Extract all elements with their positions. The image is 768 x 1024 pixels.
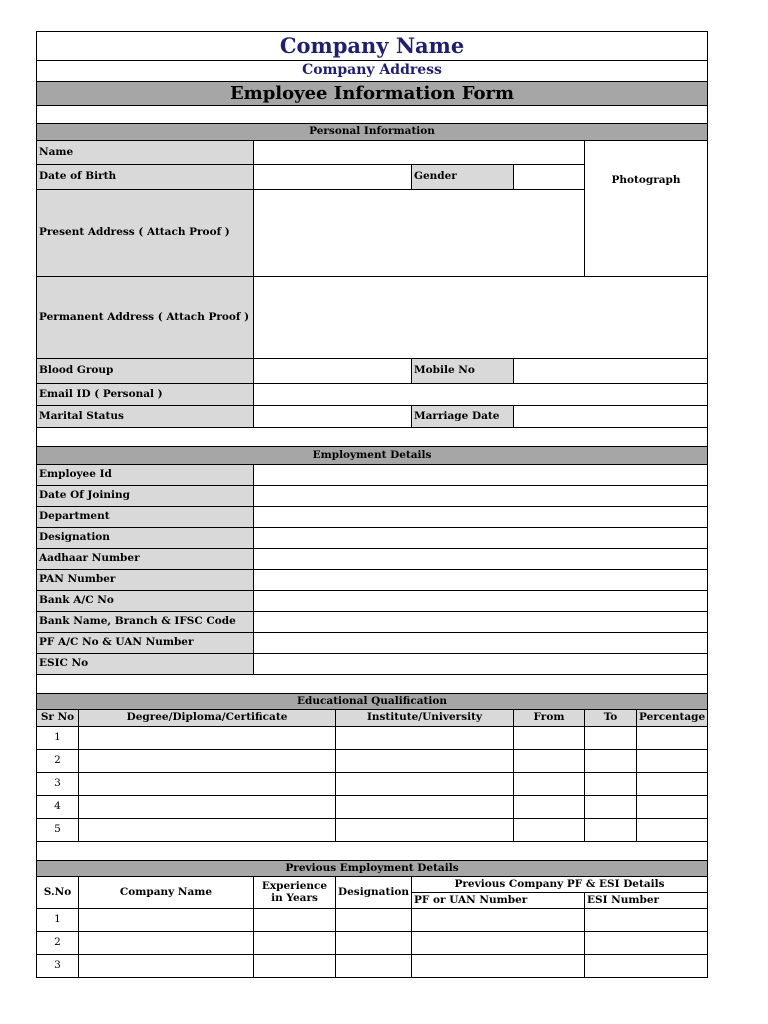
prev-pf-field[interactable] (412, 909, 585, 932)
edu-from-field[interactable] (514, 796, 585, 819)
edu-header-institute: Institute/University (336, 710, 514, 727)
email-label: Email ID ( Personal ) (37, 384, 254, 406)
spacer-row (37, 675, 708, 694)
esic-label: ESIC No (37, 654, 254, 675)
prev-esi-field[interactable] (585, 955, 708, 978)
prev-header-designation: Designation (336, 877, 412, 909)
pf-uan-field[interactable] (254, 633, 708, 654)
company-address: Company Address (37, 61, 708, 82)
present-address-label: Present Address ( Attach Proof ) (37, 190, 254, 277)
employment-section-title: Employment Details (37, 447, 708, 465)
edu-institute-field[interactable] (336, 727, 514, 750)
edu-header-srno: Sr No (37, 710, 79, 727)
edu-degree-field[interactable] (79, 750, 336, 773)
prev-pf-field[interactable] (412, 955, 585, 978)
edu-degree-field[interactable] (79, 773, 336, 796)
employee-id-field[interactable] (254, 465, 708, 486)
edu-row-number: 4 (37, 796, 79, 819)
personal-section-title: Personal Information (37, 124, 708, 141)
present-address-field[interactable] (254, 190, 585, 277)
spacer-row (37, 428, 708, 447)
prev-designation-field[interactable] (336, 909, 412, 932)
previous-section-title: Previous Employment Details (37, 861, 708, 877)
edu-row-number: 5 (37, 819, 79, 842)
edu-header-degree: Degree/Diploma/Certificate (79, 710, 336, 727)
designation-label: Designation (37, 528, 254, 549)
education-section-title: Educational Qualification (37, 694, 708, 710)
mobile-field[interactable] (514, 359, 708, 384)
prev-experience-field[interactable] (254, 955, 336, 978)
pan-field[interactable] (254, 570, 708, 591)
prev-experience-field[interactable] (254, 932, 336, 955)
mobile-label: Mobile No (412, 359, 514, 384)
permanent-address-field[interactable] (254, 277, 708, 359)
pan-label: PAN Number (37, 570, 254, 591)
employee-information-form (36, 31, 707, 978)
dob-field[interactable] (254, 165, 412, 190)
bank-name-label: Bank Name, Branch & IFSC Code (37, 612, 254, 633)
spacer-row (37, 106, 708, 124)
date-of-joining-label: Date Of Joining (37, 486, 254, 507)
prev-company-field[interactable] (79, 955, 254, 978)
edu-institute-field[interactable] (336, 773, 514, 796)
edu-from-field[interactable] (514, 727, 585, 750)
prev-company-field[interactable] (79, 909, 254, 932)
edu-to-field[interactable] (585, 796, 637, 819)
gender-field[interactable] (514, 165, 585, 190)
photograph-box[interactable] (585, 141, 708, 277)
marital-status-label: Marital Status (37, 406, 254, 428)
prev-header-sno: S.No (37, 877, 79, 909)
bank-ac-field[interactable] (254, 591, 708, 612)
prev-row-number: 3 (37, 955, 79, 978)
prev-header-experience: Experience in Years (254, 877, 336, 909)
edu-from-field[interactable] (514, 750, 585, 773)
edu-degree-field[interactable] (79, 819, 336, 842)
edu-row-number: 3 (37, 773, 79, 796)
bank-name-field[interactable] (254, 612, 708, 633)
marital-status-field[interactable] (254, 406, 412, 428)
prev-row-number: 1 (37, 909, 79, 932)
edu-to-field[interactable] (585, 773, 637, 796)
name-label: Name (37, 141, 254, 165)
edu-degree-field[interactable] (79, 796, 336, 819)
marriage-date-field[interactable] (514, 406, 708, 428)
edu-percentage-field[interactable] (637, 773, 708, 796)
aadhaar-field[interactable] (254, 549, 708, 570)
edu-institute-field[interactable] (336, 796, 514, 819)
edu-from-field[interactable] (514, 819, 585, 842)
aadhaar-label: Aadhaar Number (37, 549, 254, 570)
department-label: Department (37, 507, 254, 528)
edu-header-from: From (514, 710, 585, 727)
blood-group-field[interactable] (254, 359, 412, 384)
form-title: Employee Information Form (37, 82, 708, 106)
prev-header-pf-uan: PF or UAN Number (412, 893, 585, 909)
edu-percentage-field[interactable] (637, 819, 708, 842)
esic-field[interactable] (254, 654, 708, 675)
bank-ac-label: Bank A/C No (37, 591, 254, 612)
prev-designation-field[interactable] (336, 955, 412, 978)
edu-to-field[interactable] (585, 819, 637, 842)
edu-institute-field[interactable] (336, 819, 514, 842)
edu-degree-field[interactable] (79, 727, 336, 750)
dob-label: Date of Birth (37, 165, 254, 190)
date-of-joining-field[interactable] (254, 486, 708, 507)
prev-row-number: 2 (37, 932, 79, 955)
edu-header-percentage: Percentage (637, 710, 708, 727)
prev-designation-field[interactable] (336, 932, 412, 955)
photograph-label: Photograph (611, 173, 681, 186)
prev-company-field[interactable] (79, 932, 254, 955)
prev-header-esi: ESI Number (585, 893, 708, 909)
edu-to-field[interactable] (585, 727, 637, 750)
prev-esi-field[interactable] (585, 932, 708, 955)
edu-row-number: 1 (37, 727, 79, 750)
edu-header-to: To (585, 710, 637, 727)
pf-uan-label: PF A/C No & UAN Number (37, 633, 254, 654)
permanent-address-label: Permanent Address ( Attach Proof ) (37, 277, 254, 359)
gender-label: Gender (412, 165, 514, 190)
prev-header-company: Company Name (79, 877, 254, 909)
employee-id-label: Employee Id (37, 465, 254, 486)
prev-experience-field[interactable] (254, 909, 336, 932)
edu-percentage-field[interactable] (637, 727, 708, 750)
edu-row-number: 2 (37, 750, 79, 773)
prev-esi-field[interactable] (585, 909, 708, 932)
form-table (36, 31, 708, 978)
blood-group-label: Blood Group (37, 359, 254, 384)
edu-from-field[interactable] (514, 773, 585, 796)
prev-pf-field[interactable] (412, 932, 585, 955)
designation-field[interactable] (254, 528, 708, 549)
name-field[interactable] (254, 141, 585, 165)
company-name: Company Name (37, 32, 708, 61)
edu-percentage-field[interactable] (637, 750, 708, 773)
edu-to-field[interactable] (585, 750, 637, 773)
spacer-row (37, 842, 708, 861)
email-field[interactable] (254, 384, 708, 406)
department-field[interactable] (254, 507, 708, 528)
edu-institute-field[interactable] (336, 750, 514, 773)
edu-percentage-field[interactable] (637, 796, 708, 819)
marriage-date-label: Marriage Date (412, 406, 514, 428)
prev-header-pf-esi: Previous Company PF & ESI Details (412, 877, 708, 893)
